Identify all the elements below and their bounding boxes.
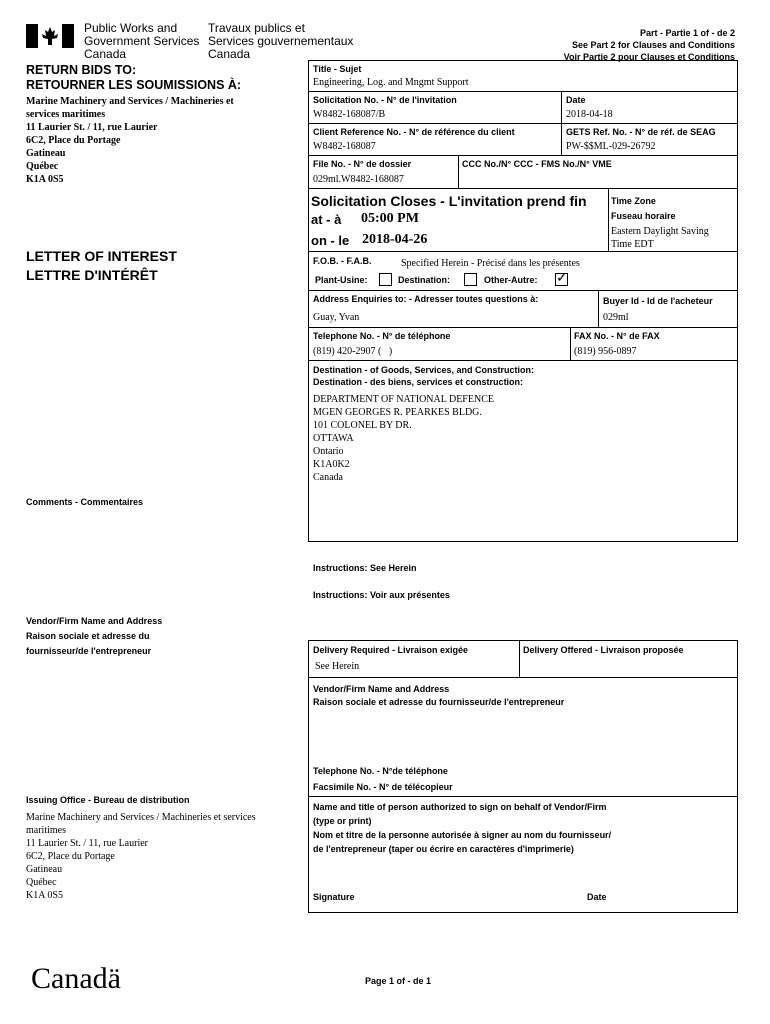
vendor-fax-label: Facsimile No. - N° de télécopieur: [313, 782, 453, 792]
address-enquiries-value: Guay, Yvan: [313, 312, 360, 323]
destination-checkbox[interactable]: [464, 273, 477, 286]
part-indicator: Part - Partie 1 of - de 2 See Part 2 for Clauses and Conditions Voir Partie 2 pour Clauses et Conditions: [563, 28, 735, 62]
time-zone-value: Eastern Daylight Saving Time EDT: [611, 226, 709, 250]
destination-label: Destination:: [398, 275, 451, 285]
destination-address-line: Ontario: [313, 446, 344, 457]
title-label: Title - Sujet: [313, 64, 362, 74]
fob-value: Specified Herein - Précisé dans les présentes: [401, 258, 580, 269]
return-bids-address-line: services maritimes: [26, 109, 106, 120]
solicitation-no-value: W8482-168087/B: [313, 109, 386, 120]
delivery-offered-label: Delivery Offered - Livraison proposée: [523, 645, 684, 655]
plant-checkbox[interactable]: [379, 273, 392, 286]
canada-flag-icon: [26, 24, 74, 48]
issuing-office-address-line: 6C2, Place du Portage: [26, 851, 115, 862]
department-name-fr: Travaux publics et Services gouvernementaux Canada: [208, 21, 354, 61]
vendor-telephone-label: Telephone No. - N°de téléphone: [313, 766, 448, 776]
fax-label: FAX No. - N° de FAX: [574, 331, 660, 341]
destination-address-line: 101 COLONEL BY DR.: [313, 420, 412, 431]
solicitation-closes-label: Solicitation Closes - L'invitation prend fin: [311, 193, 587, 209]
page-number: Page 1 of - de 1: [365, 976, 432, 986]
date-value: 2018-04-18: [566, 109, 613, 120]
closes-on-label: on - le: [311, 233, 350, 248]
signature-label: Signature: [313, 892, 355, 902]
vendor-form: [308, 640, 738, 913]
closes-on-value: 2018-04-26: [362, 232, 428, 247]
issuing-office-address: [26, 811, 256, 902]
return-bids-address-line: K1A 0S5: [26, 174, 64, 185]
signature-date-label: Date: [587, 892, 607, 902]
issuing-office-address-line: maritimes: [26, 825, 66, 836]
checkmark-icon: ✓: [556, 269, 568, 285]
solicitation-no-label: Solicitation No. - N° de l'invitation: [313, 95, 457, 105]
gets-ref-label: GETS Ref. No. - N° de réf. de SEAG: [566, 127, 716, 137]
issuing-office-address-line: Gatineau: [26, 864, 63, 875]
issuing-office-label: Issuing Office - Bureau de distribution: [26, 795, 190, 805]
closes-at-value: 05:00 PM: [361, 211, 419, 226]
fax-value: (819) 956-0897: [574, 346, 637, 357]
destination-address: [313, 393, 494, 484]
telephone-label: Telephone No. - N° de téléphone: [313, 331, 451, 341]
delivery-required-value: See Herein: [315, 661, 360, 672]
destination-address-line: Canada: [313, 472, 343, 483]
destination-goods-label: Destination - of Goods, Services, and Construction: Destination - des biens, services et construction:: [313, 365, 535, 387]
return-bids-address-line: Québec: [26, 161, 59, 172]
destination-address-line: K1A0K2: [313, 459, 350, 470]
vendor-firm-label: Vendor/Firm Name and Address Raison sociale et adresse du fournisseur/de l'entrepreneur: [26, 616, 163, 656]
telephone-value: (819) 420-2907 ( ): [313, 346, 393, 357]
plant-label: Plant-Usine:: [315, 275, 368, 285]
canada-wordmark: Canadä: [31, 962, 121, 995]
ccc-no-label: CCC No./N° CCC - FMS No./N° VME: [462, 159, 612, 169]
destination-address-line: OTTAWA: [313, 433, 354, 444]
buyer-id-label: Buyer Id - Id de l'acheteur: [603, 296, 713, 306]
issuing-office-address-line: Québec: [26, 877, 57, 888]
file-no-value: 029ml.W8482-168087: [313, 174, 404, 185]
department-name-en: Public Works and Government Services Canada: [84, 21, 200, 61]
client-ref-value: W8482-168087: [313, 141, 376, 152]
return-bids-address-line: 6C2, Place du Portage: [26, 135, 121, 146]
issuing-office-address-line: K1A 0S5: [26, 890, 63, 901]
address-enquiries-label: Address Enquiries to: - Adresser toutes questions à:: [313, 294, 539, 304]
letter-of-interest-title: LETTER OF INTEREST LETTRE D'INTÉRÊT: [26, 248, 177, 283]
comments-label: Comments - Commentaires: [26, 497, 144, 507]
issuing-office-address-line: Marine Machinery and Services / Machineries et services: [26, 812, 256, 823]
title-value: Engineering, Log. and Mngmt Support: [313, 77, 469, 88]
client-ref-label: Client Reference No. - N° de référence du client: [313, 127, 515, 137]
vendor-name-address-label: Vendor/Firm Name and Address Raison sociale et adresse du fournisseur/de l'entrepreneur: [313, 684, 565, 707]
delivery-required-label: Delivery Required - Livraison exigée: [313, 645, 469, 655]
destination-address-line: DEPARTMENT OF NATIONAL DEFENCE: [313, 394, 494, 405]
instructions-en: Instructions: See Herein: [313, 563, 417, 573]
gets-ref-value: PW-$$ML-029-26792: [566, 141, 656, 152]
buyer-id-value: 029ml: [603, 312, 629, 323]
closes-at-label: at - à: [311, 212, 342, 227]
destination-address-line: MGEN GEORGES R. PEARKES BLDG.: [313, 407, 482, 418]
return-bids-address-line: Gatineau: [26, 148, 66, 159]
date-label: Date: [566, 95, 586, 105]
instructions-fr: Instructions: Voir aux présentes: [313, 590, 450, 600]
time-zone-label: Time Zone Fuseau horaire: [611, 196, 676, 221]
issuing-office-address-line: 11 Laurier St. / 11, rue Laurier: [26, 838, 148, 849]
return-bids-address-line: 11 Laurier St. / 11, rue Laurier: [26, 122, 158, 133]
return-bids-title: RETURN BIDS TO: RETOURNER LES SOUMISSIONS À:: [26, 63, 242, 92]
other-label: Other-Autre:: [484, 275, 538, 285]
return-bids-address: [26, 95, 234, 186]
return-bids-address-line: Marine Machinery and Services / Machineries et: [26, 96, 234, 107]
fob-label: F.O.B. - F.A.B.: [313, 256, 372, 266]
file-no-label: File No. - N° de dossier: [313, 159, 412, 169]
authorized-person-label: Name and title of person authorized to sign on behalf of Vendor/Firm (type or print) Nom et titre de la personne autorisée à signer au nom du fournisseur/ de l'entrepreneur (taper ou écrire en caractères d'imprimerie): [313, 802, 612, 854]
